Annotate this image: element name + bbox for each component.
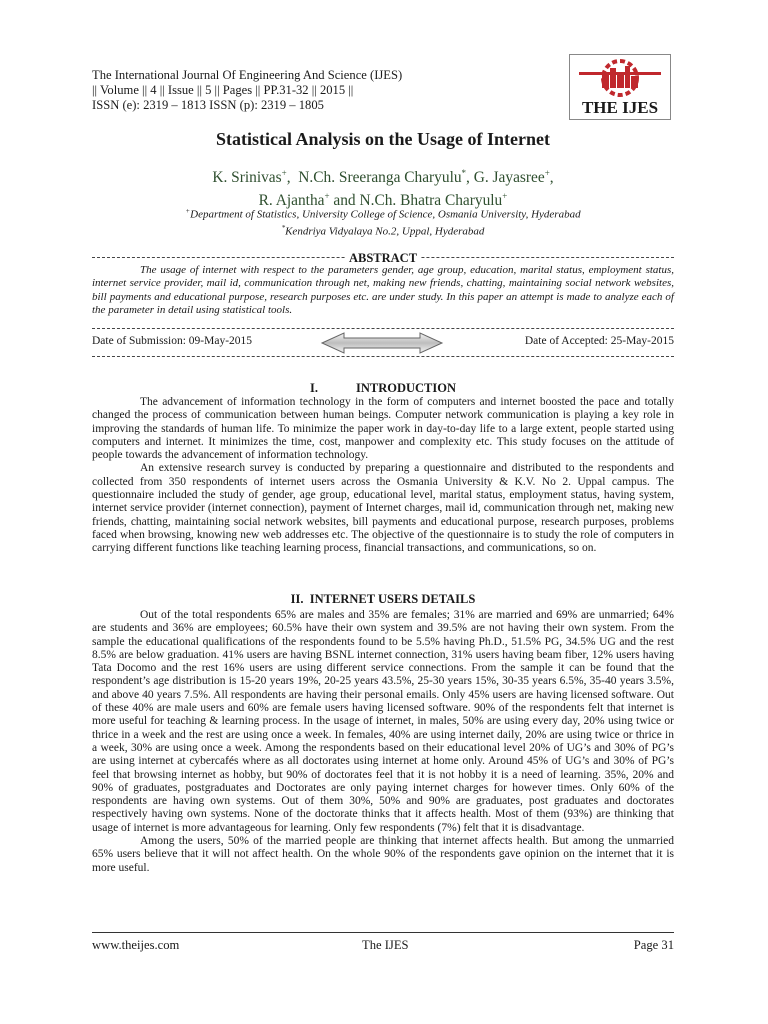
author-mark: + [502, 191, 508, 202]
ijes-logo [569, 54, 671, 120]
author-name: N.Ch. Sreeranga Charyulu [298, 169, 462, 187]
paragraph: Out of the total respondents 65% are males and 35% are females; 31% are married and 69% are unmarried; 64% are students and 36% are employees; 60.5% have their own system and 39.5% are not having their own system. From the sample the educational qualifications of the respondents found to be 5.5% having Ph.D., 51.5% PG, 34.5% UG and the rest 8.5% are below graduation. 41% users are having BSNL internet connection, 31% users having beam fiber, 12% users having Tata Docomo and the rest 16% users are using different service connections. From the sample it can be found that the respondent’s age distribution is 15-20 years 19%, 20-25 years 43.5%, 25-30 years 15%, 30-35 years 6.5%, 35-40 years 3.5%, and above 40 years 7.5%. All respondents are having their personal emails. Only 45% users are having licensed software. Out of these 40% are male users and 60% are female users having licensed software. 90% of the respondents felt that internet is more useful for teaching & learning process. In the usage of internet, in males, 50% are using every day, 20% using twice or thrice in a week and the rest are using once a week. In females, 40% are using internet daily, 20% are using twice or thrice in a week, 30% are using once a week. Among the respondents based on their educational level 20% of UG’s and 30% of PG’s are using internet at cybercafés where as all doctorates using internet at home only. Around 45% of UG’s and 30% of PG’s feel that browsing internet as hobby, but 90% of doctorates feel that it is not hobby it is a need of learning. 35%, 20% and 90% of graduates, postgraduates and Doctorates are only paying internet charges for however times. Only 60% of the respondents are having own systems. Out of them 30%, 50% and 90% are graduates, post graduates and doctorates respectively having own systems. None of the doctorate thinks that it affects health. Most of them (93%) are thinking that usage of internet is more advantageous for learning. Only few respondents (7%) felt that it is disadvantage. [92, 609, 674, 834]
author-mark: * [461, 168, 467, 178]
section-heading-users [92, 592, 674, 606]
author-list: K. Srinivas+, N.Ch. Sreeranga Charyulu*, G. Jayasree+, R. Ajantha+ and N.Ch. Bhatra Charyulu+ [212, 168, 554, 210]
paragraph: An extensive research survey is conducted by preparing a questionnaire and distributed to the respondents and collected from 350 respondents of internet users across the Osmania University & K.V. No 2. Uppal campus. The questionnaire included the study of gender, age group, educational level, marital status, employment status, having system, internet service provider (internet connection), payment of Internet charges, mail id, communication through net, making new friends, chatting, maintaining social network websites, bill payments and educational purpose, research purposes, problems faced when browsing, knowing new web addresses etc. The objective of the questionnaire is to study the role of computers in carrying different functions like teaching learning process, financial transactions, and communications, so on. [92, 462, 674, 555]
author-mark: + [281, 168, 287, 178]
page-footer [92, 938, 674, 954]
author-mark: + [544, 168, 550, 178]
author-name: N.Ch. Bhatra Charyulu [359, 192, 503, 210]
paper-title: Statistical Analysis on the Usage of Internet [216, 129, 550, 149]
author-mark: + [324, 191, 330, 202]
issn-info: ISSN (e): 2319 – 1813 ISSN (p): 2319 – 1805 [92, 98, 324, 112]
affiliation-mark: * [281, 223, 286, 232]
page-number: Page 31 [633, 938, 674, 952]
volume-info: || Volume || 4 || Issue || 5 || Pages || PP.31-32 || 2015 || [92, 83, 354, 97]
paper-page [92, 0, 674, 1024]
section-number: II. [290, 592, 304, 606]
introduction-body [92, 396, 674, 556]
logo-text: THE IJES [581, 98, 659, 117]
author-name: G. Jayasree [473, 169, 545, 187]
affiliations [92, 205, 674, 238]
journal-name: The International Journal Of Engineering And Science (IJES) [92, 68, 403, 82]
section-number: I. [309, 381, 318, 395]
journal-header [92, 68, 402, 113]
accepted-date: Date of Accepted: 25-May-2015 [524, 335, 674, 347]
abstract-text: The usage of internet with respect to the parameters gender, age group, education, marital status, employment status, internet service provider, mail id, communication through net, making new friends, chatting, maintaining social network websites, bill payments and educational purpose, research purposes etc. are under study. In this paper an attempt is made to analyze each of the parameter in detail using statistical tools. [92, 264, 674, 317]
paragraph: Among the users, 50% of the married people are thinking that internet affects health. But among the unmarried 65% users believe that it will not affect health. On the whole 90% of the respondents gave opinion on the internet that it is more useful. [92, 835, 674, 874]
abstract-heading: ABSTRACT [346, 251, 420, 265]
double-arrow-icon [320, 331, 444, 355]
author-name: K. Srinivas [212, 169, 282, 187]
footer-rule [92, 932, 674, 933]
footer-journal: The IJES [362, 938, 409, 952]
footer-website: www.theijes.com [92, 938, 180, 952]
users-details-body [92, 609, 674, 875]
affiliation-1: Department of Statistics, University College of Science, Osmania University, Hyderabad [190, 208, 581, 221]
author-name: R. Ajantha [258, 192, 325, 210]
dates-bottom-rule [92, 356, 674, 357]
dates-row [92, 335, 674, 351]
section-title: INTERNET USERS DETAILS [309, 592, 476, 606]
section-title: INTRODUCTION [355, 381, 456, 395]
submission-date: Date of Submission: 09-May-2015 [92, 335, 253, 347]
affiliation-2: Kendriya Vidyalaya No.2, Uppal, Hyderabad [285, 225, 485, 238]
dates-top-rule [92, 328, 674, 329]
paragraph: The advancement of information technology in the form of computers and internet boosted the pace and totally changed the process of communication between human beings. Computer network communication is playing a key role in improving the standards of human life. To minimize the paper work in day-to-day life to a large extent, people started using computers and internet. It minimizes the time, cost, manpower and complexity etc. This study focuses on the attitude of people towards the advancement of information technology. [92, 396, 674, 462]
section-heading-introduction [92, 381, 674, 395]
affiliation-mark: + [185, 207, 191, 215]
